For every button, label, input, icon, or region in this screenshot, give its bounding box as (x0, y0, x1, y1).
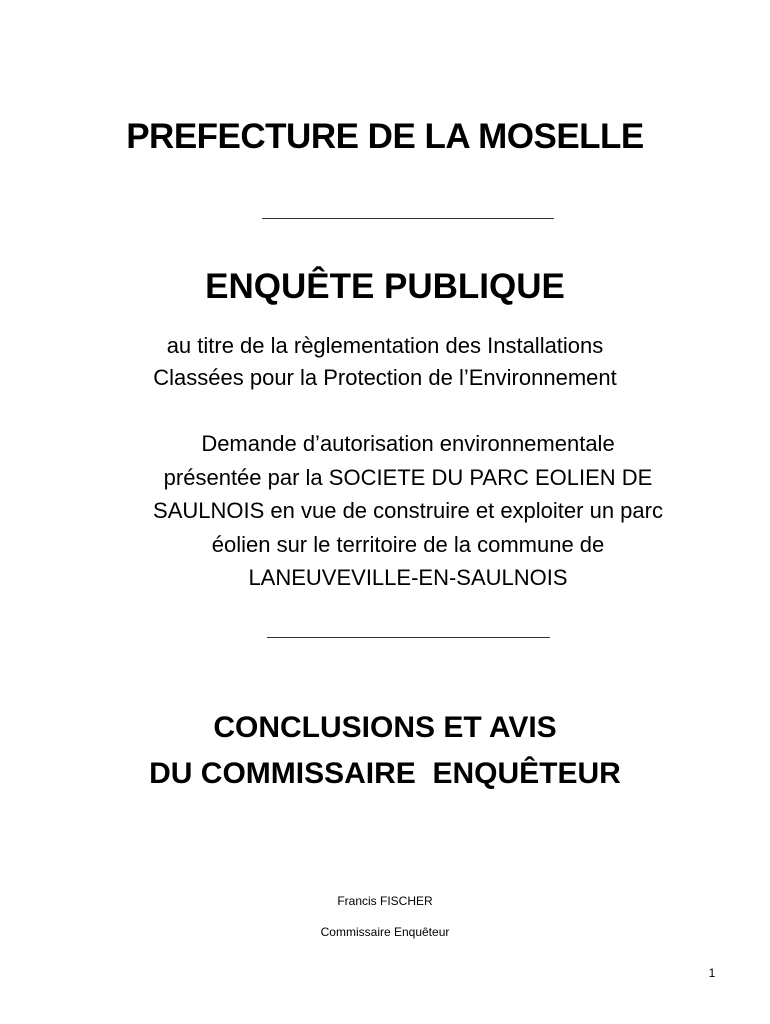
request-line: Demande d’autorisation environnementale (201, 431, 615, 456)
separator-line-top (262, 218, 554, 219)
conclusions-title (0, 705, 770, 797)
request-line: éolien sur le territoire de la commune de (211, 531, 605, 557)
conclusions-line: CONCLUSIONS ET AVIS (213, 711, 557, 744)
request-line: LANEUVEVILLE-EN-SAULNOIS (248, 565, 568, 590)
author-name: Francis FISCHER (337, 894, 433, 908)
inquiry-title: ENQUÊTE PUBLIQUE (205, 267, 565, 306)
separator-line-bottom (267, 637, 550, 638)
page-number: 1 (708, 966, 716, 980)
regulation-subtitle (0, 330, 770, 394)
request-description (100, 427, 716, 595)
request-line: présentée par la SOCIETE DU PARC EOLIEN DE (163, 464, 653, 490)
author-role: Commissaire Enquêteur (320, 925, 450, 939)
request-line: SAULNOIS en vue de construire et exploiter un parc (153, 498, 663, 523)
subtitle-line: au titre de la règlementation des Installations (166, 333, 604, 358)
subtitle-line: Classées pour la Protection de l’Environnement (153, 365, 617, 390)
prefecture-title: PREFECTURE DE LA MOSELLE (126, 117, 644, 156)
conclusions-line: DU COMMISSAIRE ENQUÊTEUR (149, 757, 621, 790)
